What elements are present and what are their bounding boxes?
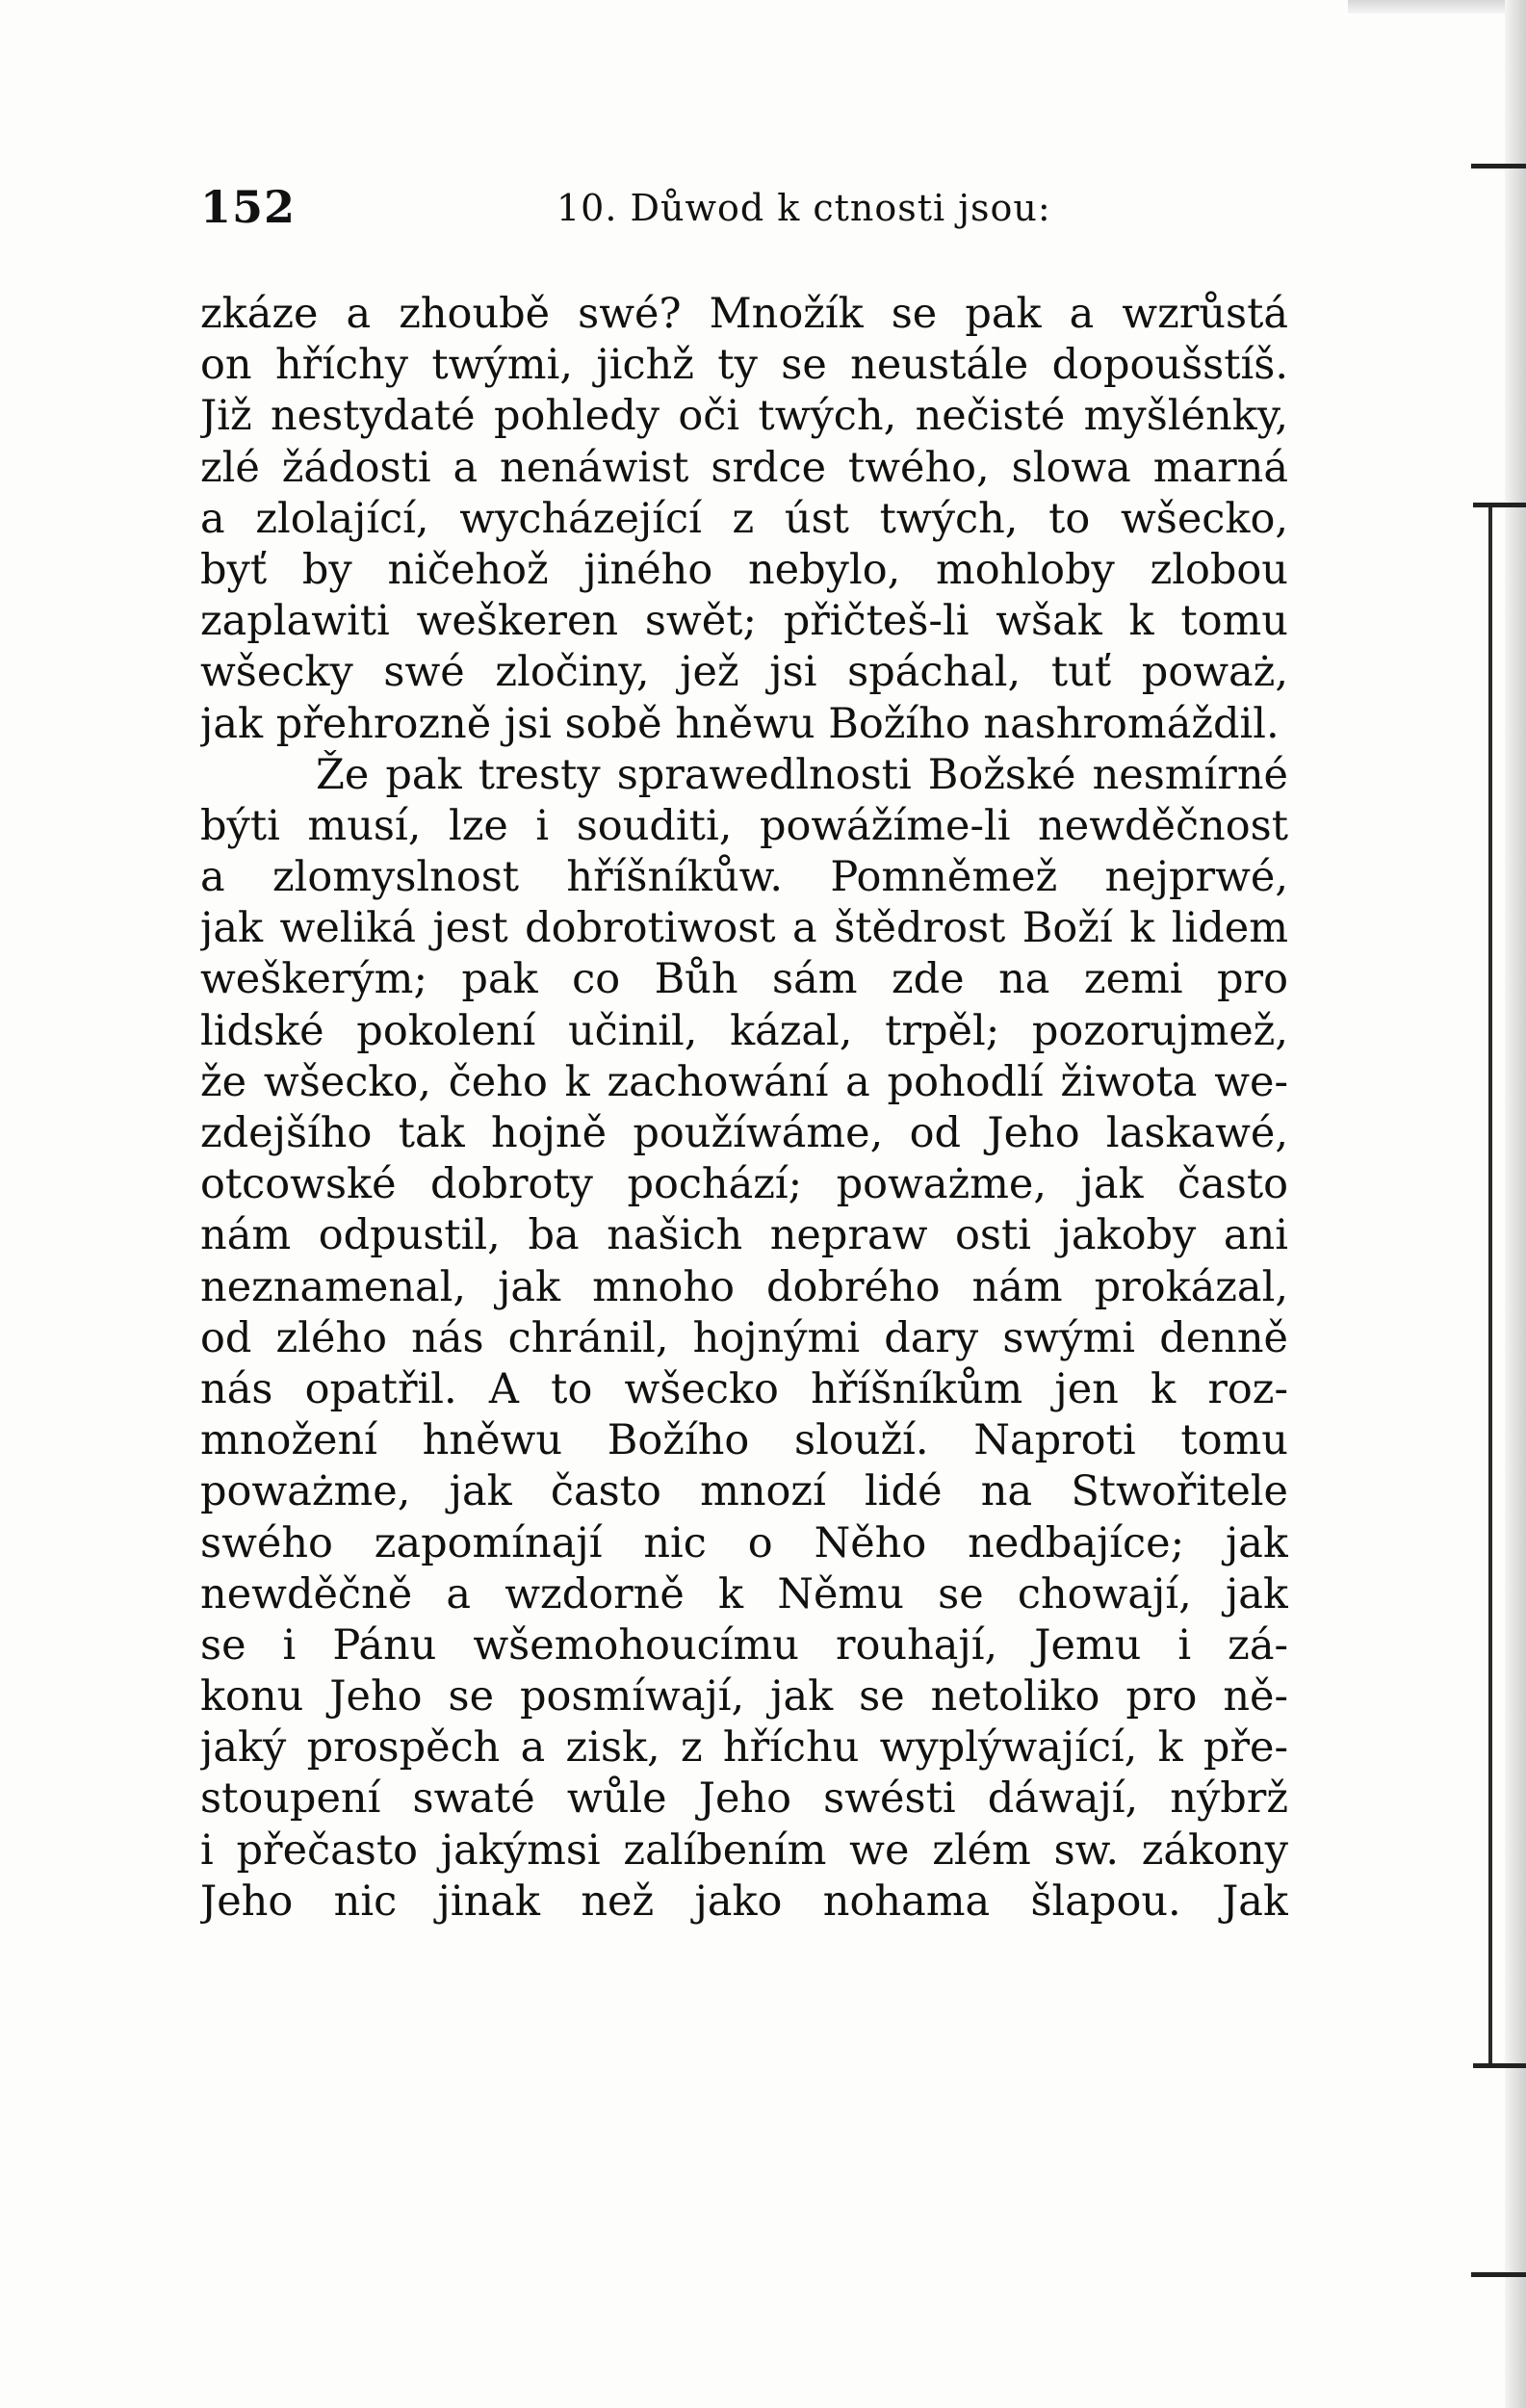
- text-line: jak weliká jest dobrotiwost a štědrost Boží k lidem: [200, 904, 1288, 953]
- page-header: [200, 181, 1288, 239]
- scan-edge-line: [1488, 505, 1492, 2065]
- scan-edge-shadow: [1505, 0, 1526, 2408]
- scan-edge-top: [1348, 0, 1526, 13]
- text-line: a zlomyslnost hříšníkůw. Pomněmež nejprwé,: [200, 853, 1288, 902]
- text-line: jaký prospěch a zisk, z hříchu wyplýwající, k pře-: [200, 1723, 1288, 1773]
- text-line: otcowské dobroty pochází; poważme, jak často: [200, 1160, 1288, 1209]
- text-line: poważme, jak často mnozí lidé na Stwořitele: [200, 1467, 1288, 1516]
- text-line: wšecky swé zločiny, jež jsi spáchal, tuť poważ,: [200, 648, 1288, 697]
- scan-edge-tick: [1473, 503, 1526, 507]
- scan-edge-tick: [1471, 2272, 1526, 2277]
- text-line: newděčně a wzdorně k Němu se chowají, jak: [200, 1569, 1288, 1618]
- text-line: konu Jeho se posmíwají, jak se netoliko pro ně-: [200, 1672, 1288, 1722]
- text-line: býti musí, lze i souditi, powážíme-li newděčnost: [200, 801, 1288, 850]
- text-line: Jeho nic jinak než jako nohama šlapou. Jak: [200, 1877, 1288, 1926]
- text-line: množení hněwu Božího slouží. Naproti tomu: [200, 1416, 1288, 1465]
- page-number: 152: [200, 181, 297, 233]
- text-line: zdejšího tak hojně použíwáme, od Jeho laskawé,: [200, 1109, 1288, 1157]
- text-line: i přečasto jakýmsi zalíbením we zlém sw. zákony: [200, 1825, 1288, 1875]
- text-line: weškerým; pak co Bůh sám zde na zemi pro: [200, 955, 1288, 1004]
- text-line: se i Pánu wšemohoucímu rouhají, Jemu i zá-: [200, 1620, 1288, 1670]
- text-line: stoupení swaté wůle Jeho swésti dáwají, nýbrž: [200, 1774, 1288, 1824]
- body-text: [200, 289, 1288, 1928]
- text-line: zlé žádosti a nenáwist srdce twého, slowa marná: [200, 443, 1288, 492]
- text-line: nám odpustil, ba našich nepraw osti jakoby ani: [200, 1211, 1288, 1260]
- text-line: Již nestydaté pohledy oči twých, nečisté myšlénky,: [200, 392, 1288, 441]
- scan-edge-tick: [1473, 2063, 1526, 2068]
- text-line: zkáze a zhoubě swé? Množík se pak a wzrůstá: [200, 290, 1288, 338]
- running-head: 10. Důwod k ctnosti jsou:: [556, 187, 1051, 229]
- text-line: a zlolající, wycházející z úst twých, to wšecko,: [200, 494, 1288, 543]
- text-line: nás opatřil. A to wšecko hříšníkům jen k roz-: [200, 1364, 1288, 1413]
- text-line: zaplawiti weškeren swět; přičteš-li wšak k tomu: [200, 597, 1288, 646]
- text-line: neznamenal, jak mnoho dobrého nám prokázal,: [200, 1262, 1288, 1311]
- scan-edge-tick: [1471, 164, 1526, 168]
- text-line: on hříchy twými, jichž ty se neustále dopoušstíš.: [200, 341, 1288, 390]
- text-line: swého zapomínají nic o Něho nedbajíce; jak: [200, 1518, 1288, 1567]
- text-line: jak přehrozně jsi sobě hněwu Božího nashromáždil.: [200, 699, 1280, 748]
- text-line: byť by ničehož jiného nebylo, mohloby zlobou: [200, 545, 1288, 594]
- text-line: že wšecko, čeho k zachowání a pohodlí žiwota we-: [200, 1057, 1288, 1106]
- text-line: Že pak tresty sprawedlnosti Božské nesmírné: [316, 750, 1288, 799]
- text-line: lidské pokolení učinil, kázal, trpěl; pozorujmež,: [200, 1006, 1288, 1055]
- text-line: od zlého nás chránil, hojnými dary swými denně: [200, 1313, 1288, 1362]
